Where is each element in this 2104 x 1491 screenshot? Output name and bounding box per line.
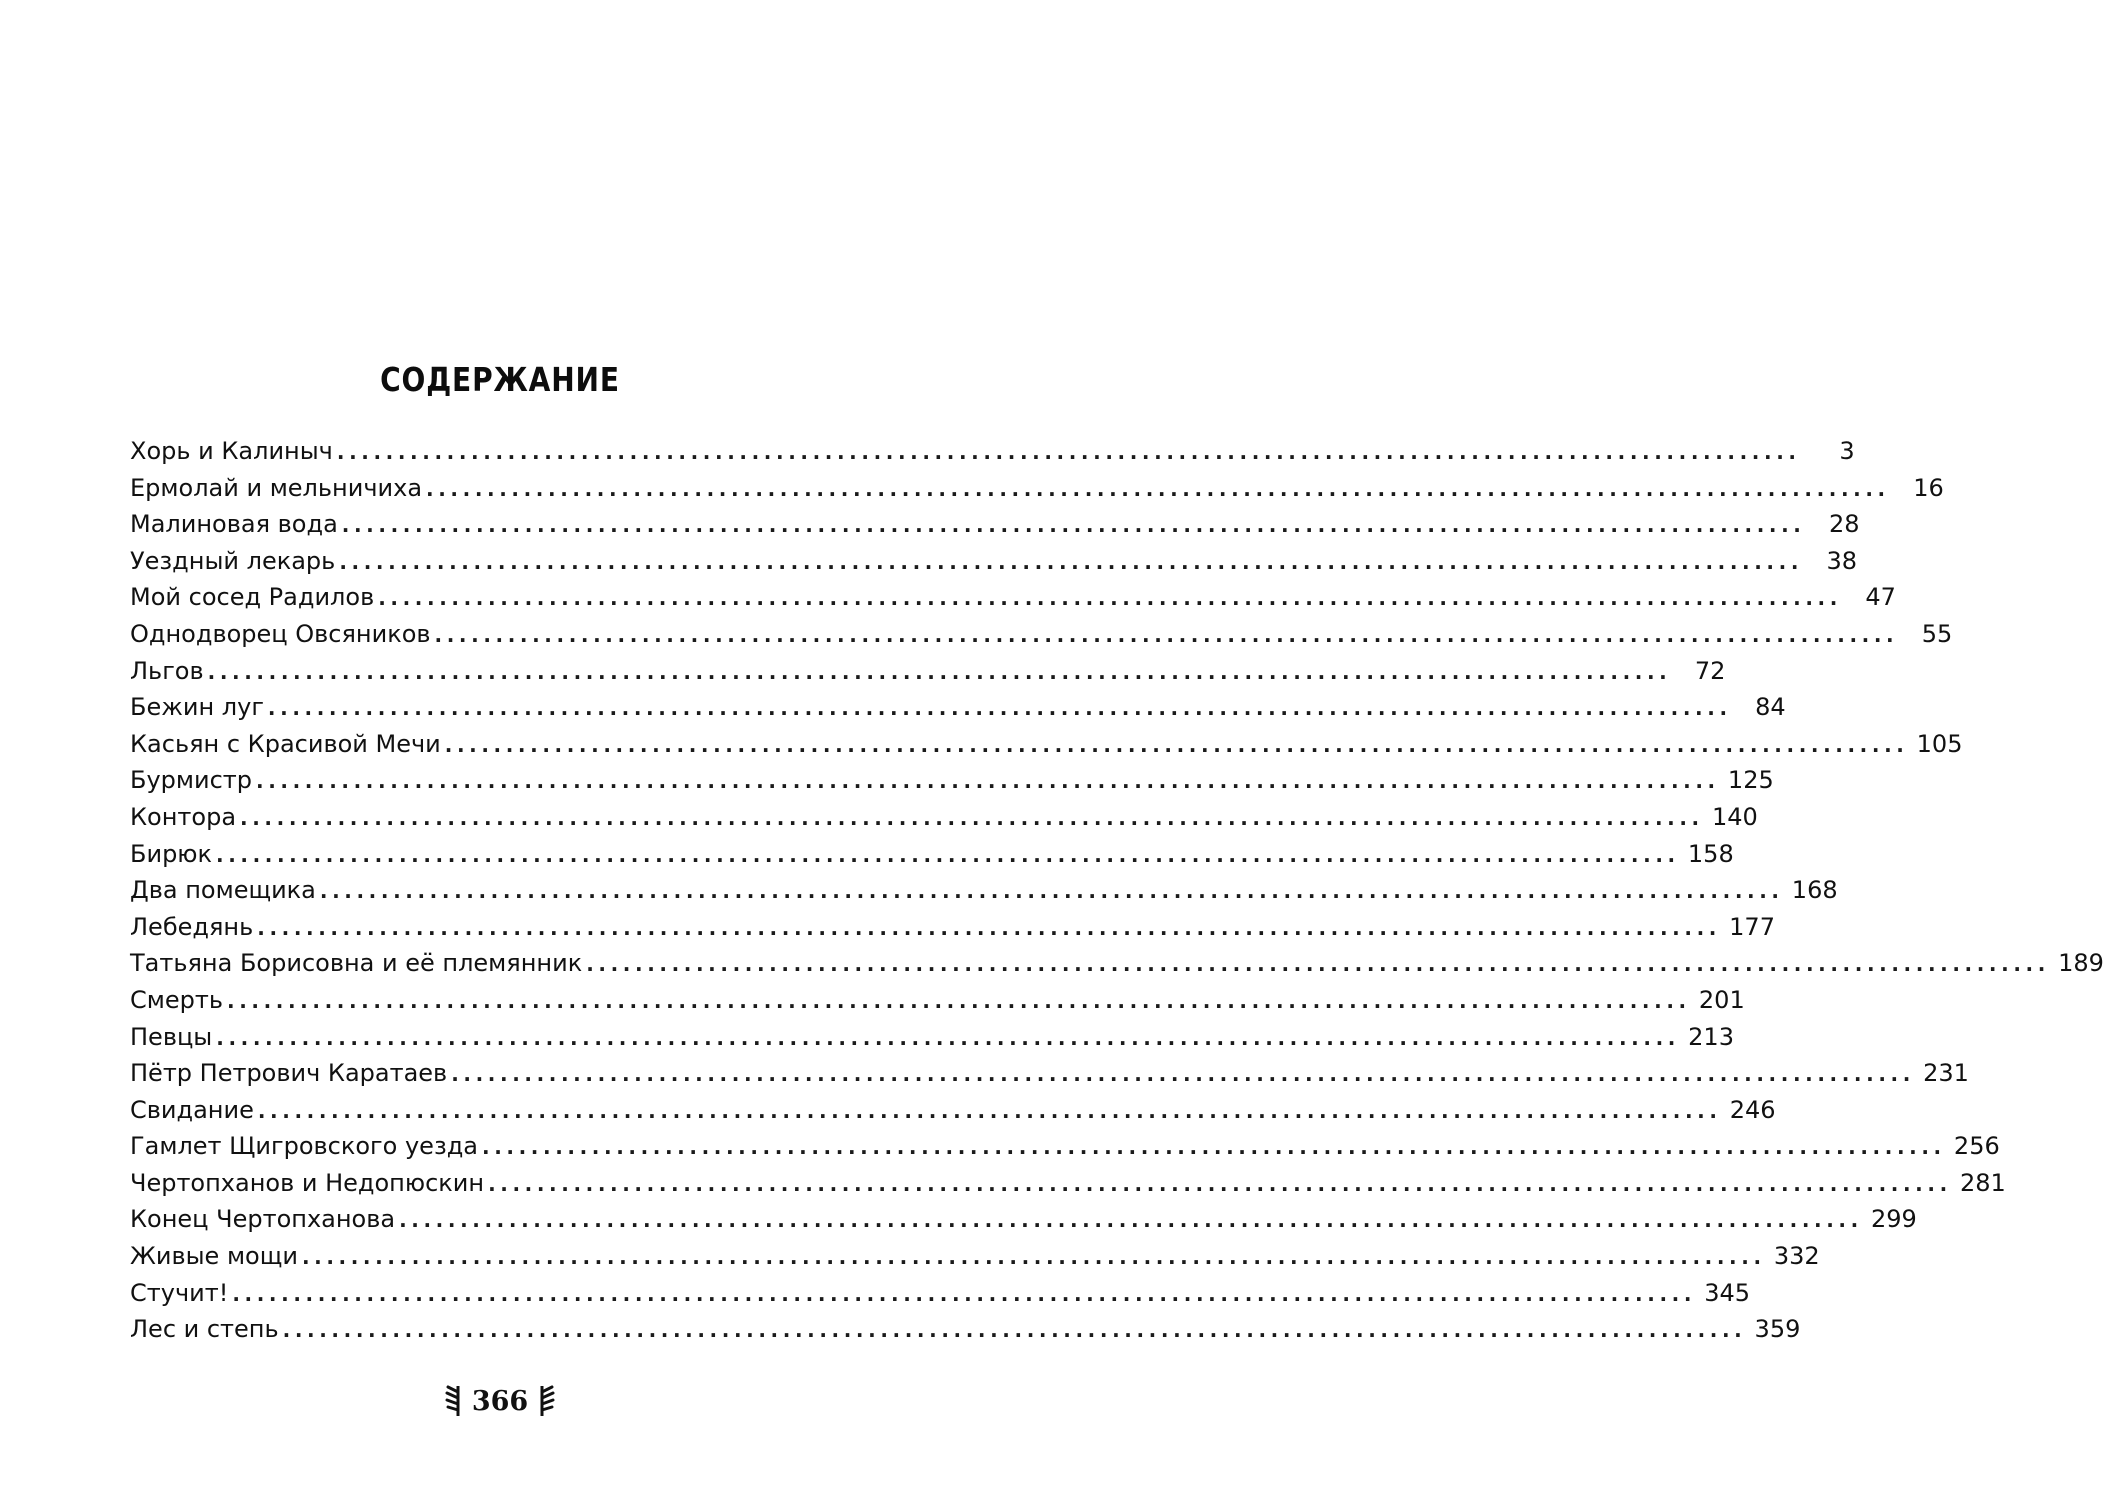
toc-entry[interactable]	[130, 909, 1775, 946]
branch-ornament-icon	[534, 1384, 558, 1418]
toc-entry-title: Ермолай и мельничиха	[130, 473, 423, 502]
toc-entry-page: 213	[1688, 1022, 1734, 1051]
toc-entry-page: 16	[1913, 473, 1944, 502]
toc-entry-page: 201	[1698, 985, 1745, 1014]
dot-leader: ........................................................................................................................	[257, 915, 1721, 940]
toc-entry[interactable]	[130, 872, 1838, 909]
toc-entry-title: Пётр Петрович Каратаев	[130, 1059, 448, 1088]
dot-leader: ........................................................................................................................	[319, 879, 1784, 904]
toc-entry[interactable]	[130, 1092, 1776, 1129]
toc-entry-page: 38	[1826, 546, 1858, 575]
toc-entry-title: Свидание	[130, 1095, 254, 1124]
dot-leader: ........................................................................................................................	[240, 805, 1704, 830]
toc-entry[interactable]	[130, 1201, 1917, 1238]
toc-entry[interactable]	[130, 543, 1858, 580]
dot-leader: ........................................................................................................................	[482, 1135, 1946, 1160]
toc-entry[interactable]	[130, 982, 1745, 1019]
dot-leader: ........................................................................................................................	[227, 988, 1691, 1013]
toc-entry-title: Смерть	[130, 985, 223, 1014]
toc-entry-page: 47	[1865, 583, 1896, 612]
dot-leader: ........................................................................................................................	[216, 1025, 1680, 1050]
page-folio	[0, 1384, 1000, 1418]
dot-leader: ........................................................................................................................	[444, 732, 1909, 757]
toc-entry-title: Льгов	[130, 656, 204, 685]
dot-leader: ........................................................................................................................	[282, 1318, 1747, 1343]
dot-leader: ........................................................................................................................	[426, 476, 1890, 501]
dot-leader: ........................................................................................................................	[216, 842, 1680, 867]
toc-entry-title: Бежин луг	[130, 693, 264, 722]
table-of-contents	[130, 433, 2104, 1348]
dot-leader: ........................................................................................................................	[232, 1281, 1697, 1306]
toc-entry-page: 105	[1916, 729, 1963, 758]
toc-entry-title: Гамлет Щигровского уезда	[130, 1132, 479, 1161]
toc-entry[interactable]	[130, 653, 1726, 690]
toc-entry-title: Малиновая вода	[130, 510, 338, 539]
toc-entry-title: Стучит!	[130, 1278, 229, 1307]
branch-ornament-icon	[442, 1384, 466, 1418]
toc-entry[interactable]	[130, 1019, 1734, 1056]
dot-leader: ........................................................................................................................	[586, 952, 2050, 977]
dot-leader: ........................................................................................................................	[336, 440, 1801, 464]
toc-entry-page: 55	[1921, 619, 1953, 648]
toc-entry[interactable]	[130, 433, 1855, 470]
dot-leader: ........................................................................................................................	[301, 1245, 1766, 1270]
toc-entry-page: 332	[1773, 1242, 1820, 1271]
toc-entry-page: 84	[1755, 693, 1786, 722]
toc-entry-title: Контора	[130, 802, 237, 831]
dot-leader: ........................................................................................................................	[399, 1208, 1863, 1233]
toc-entry-title: Два помещика	[130, 876, 316, 905]
dot-leader: ........................................................................................................................	[341, 513, 1806, 538]
toc-entry-page: 177	[1729, 912, 1775, 941]
toc-entry[interactable]	[130, 726, 1963, 763]
toc-entry-title: Уездный лекарь	[130, 546, 336, 575]
toc-entry-page: 125	[1727, 766, 1774, 795]
toc-entry-title: Татьяна Борисовна и её племянник	[130, 949, 583, 978]
toc-entry-page: 28	[1828, 510, 1860, 539]
toc-entry-page: 299	[1871, 1205, 1917, 1234]
toc-entry-title: Лес и степь	[130, 1315, 279, 1344]
dot-leader: ........................................................................................................................	[257, 1098, 1722, 1123]
toc-entry-title: Лебедянь	[130, 912, 254, 941]
toc-entry-page: 359	[1754, 1315, 1801, 1344]
toc-entry[interactable]	[130, 945, 2104, 982]
toc-entry[interactable]	[130, 1311, 1801, 1348]
toc-entry-title: Однодворец Овсяников	[130, 619, 431, 648]
toc-entry[interactable]	[130, 762, 1774, 799]
dot-leader: ........................................................................................................................	[488, 1171, 1952, 1196]
toc-entry-page: 246	[1729, 1095, 1776, 1124]
toc-entry[interactable]	[130, 689, 1786, 726]
dot-leader: ........................................................................................................................	[378, 586, 1842, 611]
dot-leader: ........................................................................................................................	[434, 622, 1899, 647]
toc-entry[interactable]	[130, 1238, 1820, 1275]
toc-entry-title: Чертопханов и Недопюскин	[130, 1168, 485, 1197]
toc-entry-title: Живые мощи	[130, 1242, 298, 1271]
toc-entry[interactable]	[130, 1165, 2006, 1202]
toc-entry-page: 72	[1694, 656, 1726, 685]
toc-entry-title: Бирюк	[130, 839, 212, 868]
toc-entry[interactable]	[130, 579, 1896, 616]
toc-entry-page: 231	[1923, 1059, 1969, 1088]
dot-leader: ........................................................................................................................	[207, 659, 1672, 684]
contents-heading: СОДЕРЖАНИЕ	[380, 360, 620, 399]
toc-entry-title: Певцы	[130, 1022, 213, 1051]
toc-entry-title: Бурмистр	[130, 766, 253, 795]
toc-entry-page: 140	[1711, 802, 1758, 831]
toc-entry[interactable]	[130, 836, 1734, 873]
toc-entry-title: Мой сосед Радилов	[130, 583, 375, 612]
toc-entry-page: 158	[1687, 839, 1734, 868]
toc-entry-page: 189	[2058, 949, 2104, 978]
toc-entry[interactable]	[130, 506, 1860, 543]
toc-entry[interactable]	[130, 470, 1944, 507]
dot-leader: ........................................................................................................................	[267, 696, 1732, 721]
toc-entry-page: 256	[1953, 1132, 2000, 1161]
toc-entry-title: Хорь и Калиныч	[130, 437, 333, 465]
toc-entry-page: 345	[1704, 1278, 1751, 1307]
toc-entry[interactable]	[130, 799, 1758, 836]
toc-entry[interactable]	[130, 1275, 1751, 1312]
page-number: 366	[471, 1385, 529, 1417]
dot-leader: ........................................................................................................................	[256, 769, 1720, 794]
toc-entry-title: Касьян с Красивой Мечи	[130, 729, 441, 758]
dot-leader: ........................................................................................................................	[451, 1062, 1915, 1087]
toc-entry-title: Конец Чертопханова	[130, 1205, 396, 1234]
toc-entry-page: 3	[1839, 437, 1855, 465]
toc-entry[interactable]	[130, 616, 1953, 653]
toc-entry[interactable]	[130, 1128, 2000, 1165]
toc-entry-page: 168	[1791, 876, 1838, 905]
toc-entry[interactable]	[130, 1055, 1969, 1092]
dot-leader: ........................................................................................................................	[339, 549, 1804, 574]
toc-entry-page: 281	[1959, 1168, 2006, 1197]
